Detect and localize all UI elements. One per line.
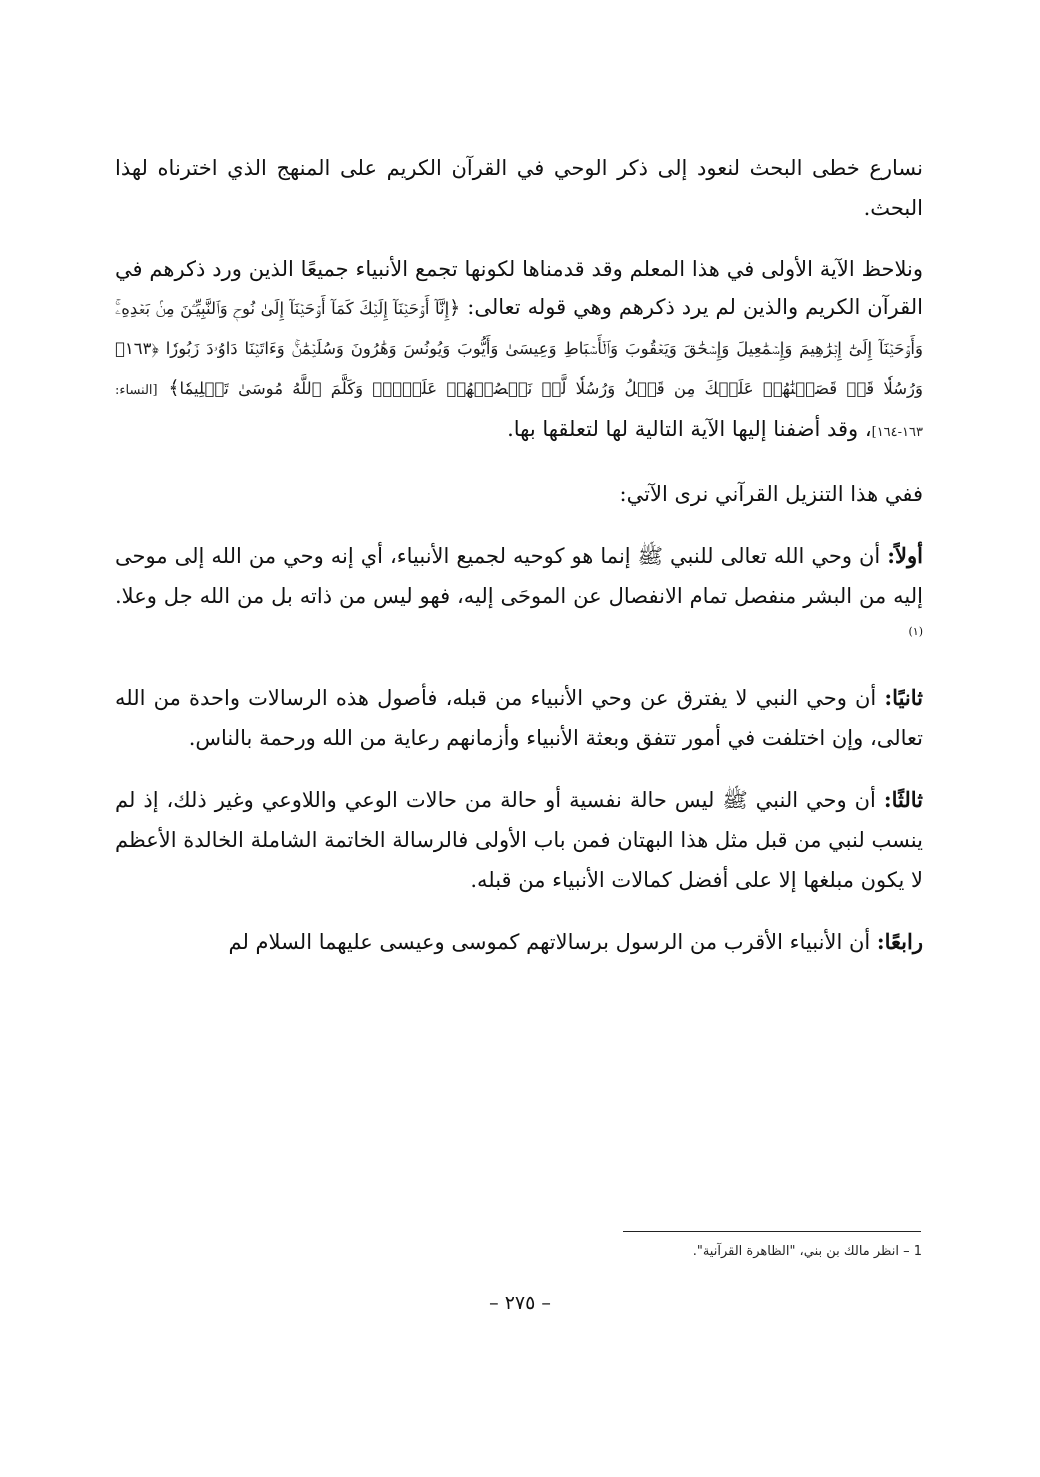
footnote: 1 – انظر مالك بن بني، "الظاهرة القرآنية". (692, 1244, 922, 1259)
quran-close-bracket: ﴾ (168, 377, 180, 399)
verse-reference: [النساء: ١٦٣-١٦٤] (115, 383, 923, 440)
paragraph-verse (115, 250, 923, 452)
page-number: – ٢٧٥ – (489, 1292, 551, 1314)
quran-verse: إِنَّآ أَوۡحَيۡنَآ إِلَيۡكَ كَمَآ أَوۡحَيۡنَآ إِلَىٰ نُوحٖ وَٱلنَّبِيِّـۧنَ مِنۢ بَعۡدِهِۦۚ وَأَوۡحَيۡنَآ إِلَىٰٓ إِبۡرَٰهِيمَ وَإِسۡمَٰعِيلَ وَإِسۡحَٰقَ وَيَعۡقُوبَ وَٱلۡأَسۡبَاطِ وَعِيسَىٰ وَأَيُّوبَ وَيُونُسَ وَهَٰرُونَ وَسُلَيۡمَٰنَۚ وَءَاتَيۡنَا دَاوُۥدَ زَبُورٗا ﴿١٦٣﴾ وَرُسُلٗا قَدۡ قَصَصۡنَٰهُمۡ عَلَيۡكَ مِن قَبۡلُ وَرُسُلٗا لَّمۡ نَقۡصُصۡهُمۡ عَلَيۡكَۚ وَكَلَّمَ ٱللَّهُ مُوسَىٰ تَكۡلِيمٗا (115, 299, 923, 398)
paragraph-point-fourth (115, 922, 923, 962)
paragraph-text: أن وحي النبي ﷺ ليس حالة نفسية أو حالة من حالات الوعي واللاوعي وغير ذلك، إذ لم ينسب لنبي من قبل مثل هذا البهتان فمن باب الأولى فالرسالة الخاتمة الشاملة الخالدة الأعظم لا يكون مبلغها إلا على أفضل كمالات الأنبياء من قبله. (115, 788, 923, 892)
point-marker: أولاً: (887, 543, 923, 568)
paragraph-text: أن الأنبياء الأقرب من الرسول برسالاتهم كموسى وعيسى عليهما السلام لم (228, 930, 877, 954)
point-marker: ثالثًا: (883, 787, 923, 812)
footnote-divider (623, 1231, 921, 1232)
page-body (115, 148, 923, 984)
footnote-reference[interactable]: (١) (908, 625, 923, 638)
paragraph-text: ففي هذا التنزيل القرآني نرى الآتي: (619, 482, 923, 506)
paragraph-text: ، وقد أضفنا إليها الآية التالية لها لتعلقها بها. (507, 417, 872, 441)
paragraph-text: ونلاحظ الآية الأولى في هذا المعلم وقد قدمناها لكونها تجمع الأنبياء جميعًا الذين ورد ذكرهم في القرآن الكريم والذين لم يرد ذكرهم وهي قوله تعالى: (115, 257, 923, 319)
paragraph-point-first (115, 536, 923, 656)
paragraph-point-second (115, 678, 923, 758)
quran-open-bracket: ﴿ (449, 297, 461, 319)
paragraph-text: نسارع خطى البحث لنعود إلى ذكر الوحي في القرآن الكريم على المنهج الذي اخترناه لهذا البحث. (115, 156, 923, 220)
paragraph-lead-in (115, 474, 923, 514)
point-marker: رابعًا: (876, 929, 923, 954)
paragraph-text: أن وحي النبي لا يفترق عن وحي الأنبياء من قبله، فأصول هذه الرسالات واحدة من الله تعالى، وإن اختلفت في أمور تتفق وبعثة الأنبياء وأزمانهم رعاية من الله ورحمة بالناس. (115, 686, 923, 750)
paragraph-point-third (115, 780, 923, 900)
paragraph-intro (115, 148, 923, 228)
paragraph-text: أن وحي الله تعالى للنبي ﷺ إنما هو كوحيه لجميع الأنبياء، أي إنه وحي من الله إلى موحى إليه من البشر منفصل تمام الانفصال عن الموحَى إليه، فهو ليس من ذاته بل من الله جل وعلا. (115, 544, 923, 608)
point-marker: ثانيًا: (884, 685, 923, 710)
